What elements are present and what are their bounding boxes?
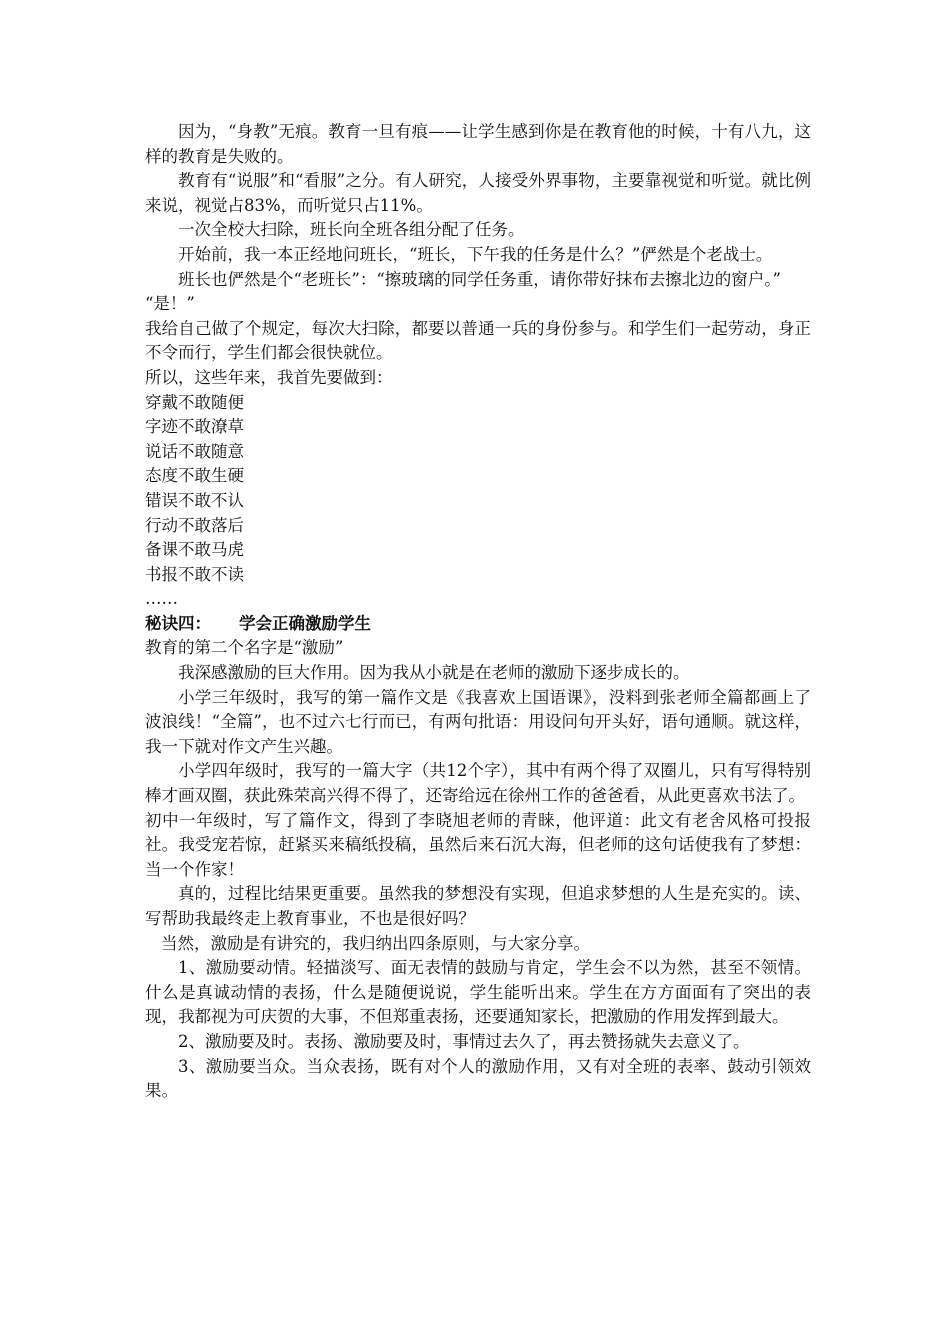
paragraph: 因为，“身教”无痕。教育一旦有痕——让学生感到你是在教育他的时候，十有八九，这样的教育是失败的。 — [145, 122, 811, 166]
list-item: 书报不敢不读 — [145, 564, 244, 584]
paragraph: 初中一年级时，写了篇作文，得到了李晓旭老师的青睐，他评道：此文有老舍风格可投报社。我受宠若惊，赶紧买来稿纸投稿，虽然后来石沉大海，但老师的这句话使我有了梦想：当一个作家！ — [145, 810, 811, 879]
list-item: 态度不敢生硬 — [145, 466, 244, 486]
paragraph: 当然，激励是有讲究的，我归纳出四条原则，与大家分享。 — [161, 933, 590, 953]
paragraph: 开始前，我一本正经地问班长，“班长，下午我的任务是什么？”俨然是个老战士。 — [178, 244, 773, 264]
paragraph: 3、激励要当众。当众表扬，既有对个人的激励作用，又有对全班的表率、鼓动引领效果。 — [145, 1056, 811, 1101]
paragraph: 1、激励要动情。轻描淡写、面无表情的鼓励与肯定，学生会不以为然，甚至不领情。什么是真诚动情的表扬，什么是随便说说，学生能听出来。学生在方方面面有了突出的表现，我都视为可庆贺的大事，不但郑重表扬，还要通知家长，把激励的作用发挥到最大。 — [145, 958, 811, 1027]
list-item: 备课不敢马虎 — [145, 540, 244, 560]
list-item: 错误不敢不认 — [145, 490, 244, 510]
paragraph: 2、激励要及时。表扬、激励要及时，事情过去久了，再去赞扬就失去意义了。 — [178, 1031, 750, 1051]
paragraph: 小学四年级时，我写的一篇大字（共12个字），其中有两个得了双圈儿，只有写得特别棒才画双圈，获此殊荣高兴得不得了，还寄给远在徐州工作的爸爸看，从此更喜欢书法了。 — [145, 761, 811, 806]
paragraph: 小学三年级时，我写的第一篇作文是《我喜欢上国语课》，没料到张老师全篇都画上了波浪线！“全篇”，也不过六七行而已，有两句批语：用设问句开头好，语句通顺。就这样，我一下就对作文产生兴趣。 — [145, 687, 811, 756]
paragraph: 所以，这些年来，我首先要做到： — [145, 367, 393, 387]
list-item: 行动不敢落后 — [145, 515, 244, 535]
paragraph: 教育有“说服”和“看服”之分。有人研究，人接受外界事物，主要靠视觉和听觉。就比例来说，视觉占83%，而听觉只占11%。 — [145, 171, 811, 215]
section-heading-label: 秘诀四： — [145, 613, 211, 633]
paragraph: 一次全校大扫除，班长向全班各组分配了任务。 — [178, 220, 525, 240]
list-item: 说话不敢随意 — [145, 441, 244, 461]
document-page — [145, 120, 811, 1104]
quote-line: “是！” — [145, 294, 195, 314]
list-item: 穿戴不敢随便 — [145, 392, 244, 412]
section-heading-title: 学会正确激励学生 — [239, 613, 371, 633]
paragraph: 班长也俨然是个“老班长”：“擦玻璃的同学任务重，请你带好抹布去擦北边的窗户。” — [178, 269, 781, 289]
paragraph: 教育的第二个名字是“激励” — [145, 638, 344, 658]
list-item: 字迹不敢潦草 — [145, 417, 244, 437]
ellipsis: …… — [145, 589, 178, 609]
section-heading — [145, 612, 811, 637]
paragraph: 我深感激励的巨大作用。因为我从小就是在老师的激励下逐步成长的。 — [178, 663, 690, 683]
paragraph: 我给自己做了个规定，每次大扫除，都要以普通一兵的身份参与。和学生们一起劳动，身正不令而行，学生们都会很快就位。 — [145, 318, 811, 363]
paragraph: 真的，过程比结果更重要。虽然我的梦想没有实现，但追求梦想的人生是充实的。读、写帮助我最终走上教育事业，不也是很好吗？ — [145, 884, 811, 928]
